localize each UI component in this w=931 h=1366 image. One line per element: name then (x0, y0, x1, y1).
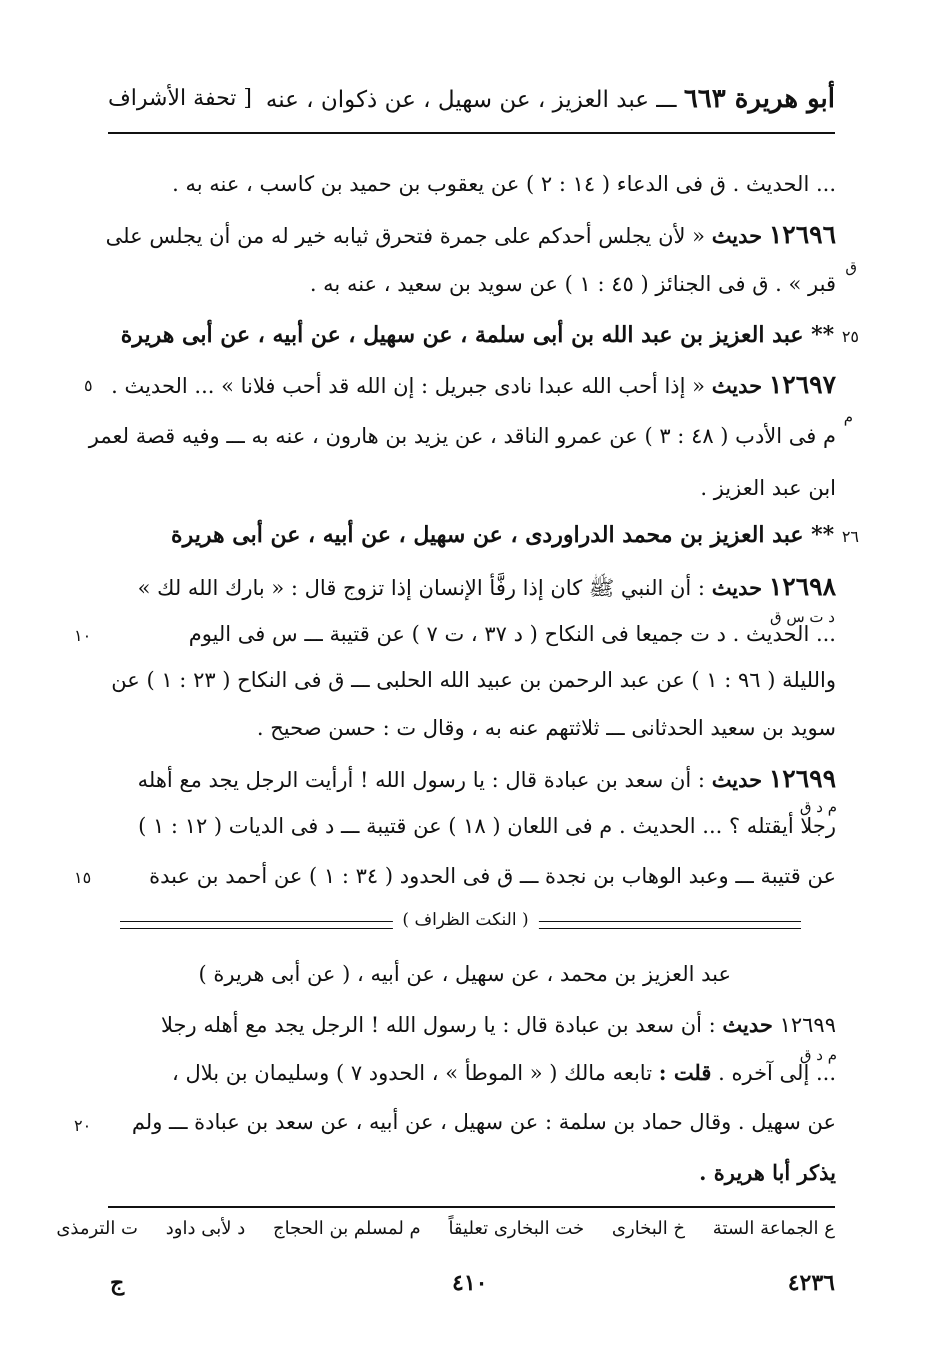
text-line: والليلة ( ٩٦ : ١ ) عن عبد الرحمن بن عبيد الله الحلبى ـــ ق فى النكاح ( ٢٣ : ١ ) عن (111, 668, 836, 692)
text-line: قبر » . ق فى الجنائز ( ٤٥ : ١ ) عن سويد بن سعيد ، عنه به . (309, 272, 836, 296)
text-line: ... الحديث . ق فى الدعاء ( ١٤ : ٢ ) عن يعقوب بن حميد بن كاسب ، عنه به . (172, 172, 836, 196)
page-number: ٤١٠ (452, 1270, 488, 1296)
hadith-keyword: حديث (711, 373, 763, 398)
hadith-number: ١٢٦٩٧ (768, 370, 836, 399)
hadith-number: ١٢٦٩٩ (779, 1013, 836, 1037)
hadith-text: « لأن يجلس أحدكم على جمرة فتحرق ثيابه خير له من أن يجلس على (105, 224, 705, 248)
sigla-key: ع الجماعة الستة خ البخارى خت البخارى تعليقاً م لمسلم بن الحجاج د لأبى داود ت الترمذى (56, 1218, 835, 1239)
chain-heading: ٢٥ ** عبد العزيز بن عبد الله بن أبى سلمة ، عن سهيل ، عن أبيه ، عن أبى هريرة (120, 322, 859, 348)
divider-label: ( النكت الظراف ) (392, 910, 538, 930)
text-line: ... الحديث . د ت جميعا فى النكاح ( د ٣٧ ، ت ٧ ) عن قتيبة ـــ س فى اليوم (188, 622, 836, 646)
hadith-number: ١٢٦٩٦ (768, 220, 836, 249)
chain-heading: ٢٦ ** عبد العزيز بن محمد الدراوردى ، عن سهيل ، عن أبيه ، عن أبى هريرة (171, 522, 859, 548)
text-line: عن سهيل . وقال حماد بن سلمة : عن سهيل ، عن أبيه ، عن سعد بن عبادة ـــ ولم (131, 1110, 836, 1134)
running-header-right (266, 84, 835, 114)
nukat-entry-12699 (161, 1012, 836, 1037)
text-line: يذكر أبا هريرة . (699, 1160, 836, 1185)
text-line: عن قتيبة ـــ وعبد الوهاب بن نجدة ـــ ق فى الحدود ( ٣٤ : ١ ) عن أحمد بن عبدة (149, 864, 836, 888)
hadith-entry-12697 (111, 370, 836, 399)
text-line: م فى الأدب ( ٤٨ : ٣ ) عن عمرو الناقد ، عن يزيد بن هارون ، عنه به ـــ وفيه قصة لعمر (88, 424, 836, 448)
sigla-margin: م د ق (799, 1046, 837, 1064)
hadith-text: : أن سعد بن عبادة قال : يا رسول الله ! الرجل يجد مع أهله رجلا (161, 1013, 716, 1037)
header-rule (108, 132, 835, 134)
hadith-number: ١٢٦٩٨ (768, 572, 836, 601)
hadith-keyword: حديث (711, 575, 763, 600)
running-header-left: [ تحفة الأشراف (108, 86, 252, 111)
hadith-keyword: حديث (711, 223, 763, 248)
line-number: ٢٠ (74, 1116, 92, 1135)
text-line: ... إلى آخره . قلت : تابعه مالك ( « الموطأ » ، الحدود ٧ ) وسليمان بن بلال ، (172, 1060, 836, 1085)
hadith-entry-12698 (138, 572, 836, 606)
text-line: ابن عبد العزيز . (700, 476, 836, 500)
hadith-entry-12699 (138, 764, 836, 793)
text-line: رجلا أيقتله ؟ ... الحديث . م فى اللعان ( ١٨ ) عن قتيبة ـــ د فى الديات ( ١٢ : ١ ) (138, 814, 836, 838)
line-number: ١٠ (74, 626, 92, 645)
line-number: ٥ (84, 376, 93, 395)
hadith-keyword: حديث (711, 767, 763, 792)
hadith-entry-12696 (106, 220, 836, 249)
hadith-text: « إذا أحب الله عبدا نادى جبريل : إن الله قد أحب فلانا » ... الحديث . (111, 374, 705, 398)
line-number: ١٥ (74, 868, 92, 887)
hadith-text: : أن النبي ﷺ كان إذا رفَّأ الإنسان إذا تزوج قال : « بارك الله لك » (137, 576, 705, 600)
text-line: سويد بن سعيد الحدثانى ـــ ثلاثتهم عنه به ، وقال ت : حسن صحيح . (256, 716, 836, 740)
hadith-keyword: حديث (722, 1012, 773, 1037)
nukat-chain: عبد العزيز بن محمد ، عن سهيل ، عن أبيه ، ( عن أبى هريرة ) (198, 962, 731, 986)
sigla-margin: ق (845, 258, 857, 276)
line-number: ٢٦ (841, 527, 859, 546)
header-title: أبو هريرة ٦٦٣ (683, 84, 835, 114)
hadith-number: ١٢٦٩٩ (768, 764, 836, 793)
volume-number: ٤٢٣٦ (787, 1270, 835, 1296)
footer-rule (108, 1206, 835, 1208)
line-number: ٢٥ (841, 327, 859, 346)
sigla-margin: م (843, 408, 853, 426)
hadith-text: : أن سعد بن عبادة قال : يا رسول الله ! أرأيت الرجل يجد مع أهله (137, 768, 705, 792)
sigla-margin: د ت س ق (769, 608, 835, 626)
header-subtitle: ـــ عبد العزيز ، عن سهيل ، عن ذكوان ، عنه (265, 87, 677, 113)
signature-mark: ج (110, 1270, 125, 1296)
sigla-margin: م د ق (799, 798, 837, 816)
